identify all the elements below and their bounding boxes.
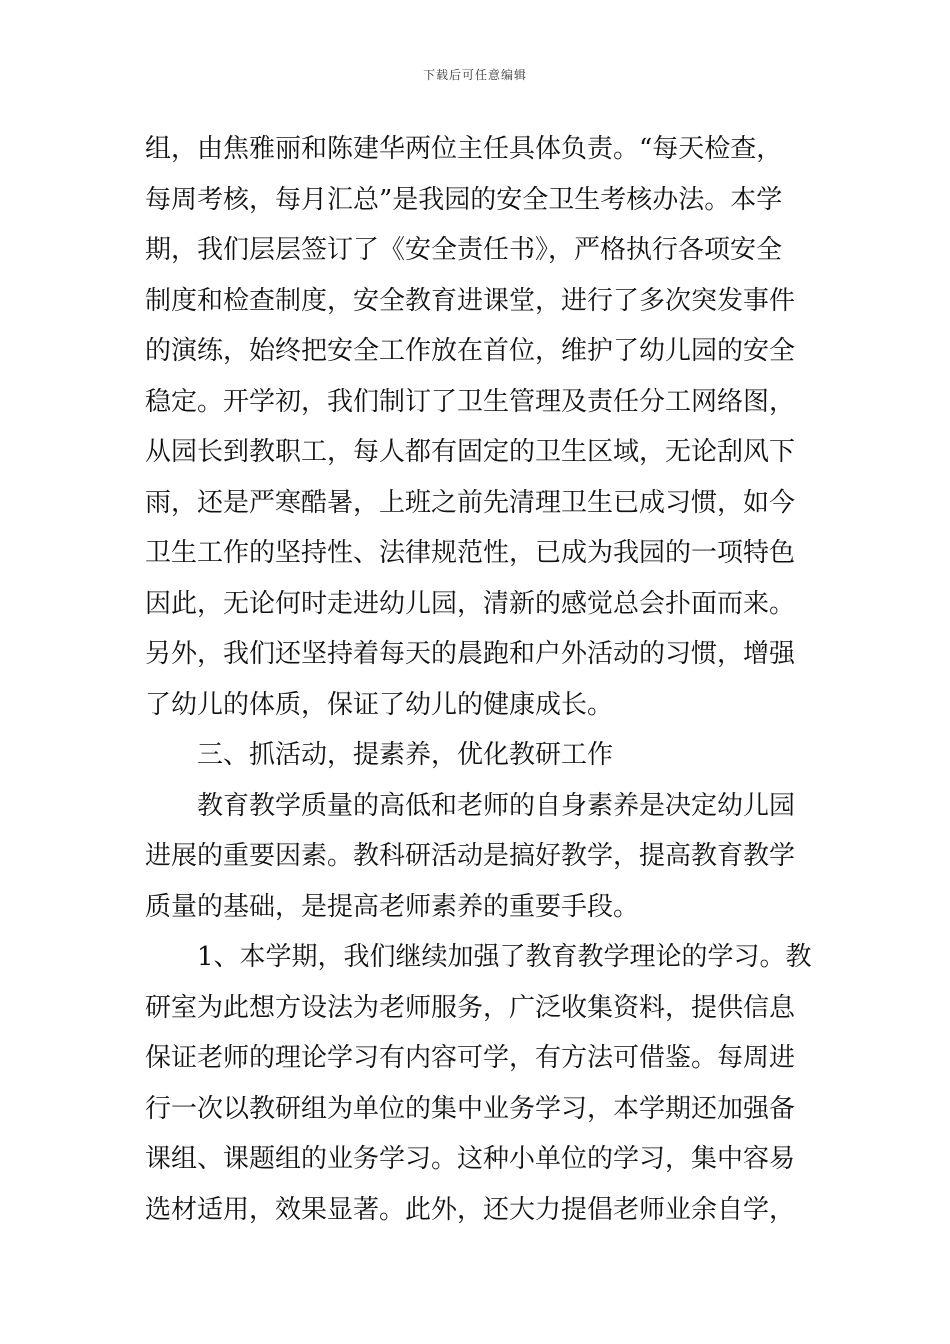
text-line: 保证老师的理论学习有内容可学，有方法可借鉴。每周进 bbox=[145, 1043, 796, 1073]
text-line: 雨，还是严寒酷暑，上班之前先清理卫生已成习惯，如今 bbox=[145, 487, 796, 518]
text-line: 组，由焦雅丽和陈建华两位主任具体负责。“每天检查， bbox=[145, 134, 783, 164]
section-heading: 三、抓活动，提素养，优化教研工作 bbox=[145, 740, 614, 770]
text-line: 卫生工作的坚持性、法律规范性，已成为我园的一项特色 bbox=[145, 538, 796, 568]
text-line: 的演练，始终把安全工作放在首位，维护了幼儿园的安全 bbox=[145, 336, 796, 366]
text-line: 研室为此想方设法为老师服务，广泛收集资料，提供信息 bbox=[145, 992, 796, 1023]
text-line: 质量的基础，是提高老师素养的重要手段。 bbox=[145, 891, 640, 922]
text-line: 每周考核，每月汇总”是我园的安全卫生考核办法。本学 bbox=[145, 184, 783, 215]
text-line: 课组、课题组的业务学习。这种小单位的学习，集中容易 bbox=[145, 1144, 796, 1174]
text-line: 从园长到教职工，每人都有固定的卫生区域，无论刮风下 bbox=[145, 437, 796, 467]
text-line: 1、本学期，我们继续加强了教育教学理论的学习。教 bbox=[145, 942, 812, 972]
text-line: 制度和检查制度，安全教育进课堂，进行了多次突发事件 bbox=[145, 285, 796, 316]
text-line: 进展的重要因素。教科研活动是搞好教学，提高教育教学 bbox=[145, 841, 796, 871]
text-line: 期，我们层层签订了《安全责任书》，严格执行各项安全 bbox=[145, 235, 783, 265]
document-body bbox=[145, 124, 815, 1235]
text-line: 选材适用，效果显著。此外，还大力提倡老师业余自学， bbox=[145, 1194, 796, 1225]
text-line: 另外，我们还坚持着每天的晨跑和户外活动的习惯，增强 bbox=[145, 639, 796, 669]
page-header-note: 下载后可任意编辑 bbox=[422, 68, 527, 82]
text-line: 稳定。开学初，我们制订了卫生管理及责任分工网络图， bbox=[145, 386, 796, 417]
text-line: 因此，无论何时走进幼儿园，清新的感觉总会扑面而来。 bbox=[145, 588, 796, 619]
text-line: 了幼儿的体质，保证了幼儿的健康成长。 bbox=[145, 689, 614, 720]
text-line: 行一次以教研组为单位的集中业务学习，本学期还加强备 bbox=[145, 1093, 796, 1124]
text-line: 教育教学质量的高低和老师的自身素养是决定幼儿园 bbox=[145, 790, 796, 821]
